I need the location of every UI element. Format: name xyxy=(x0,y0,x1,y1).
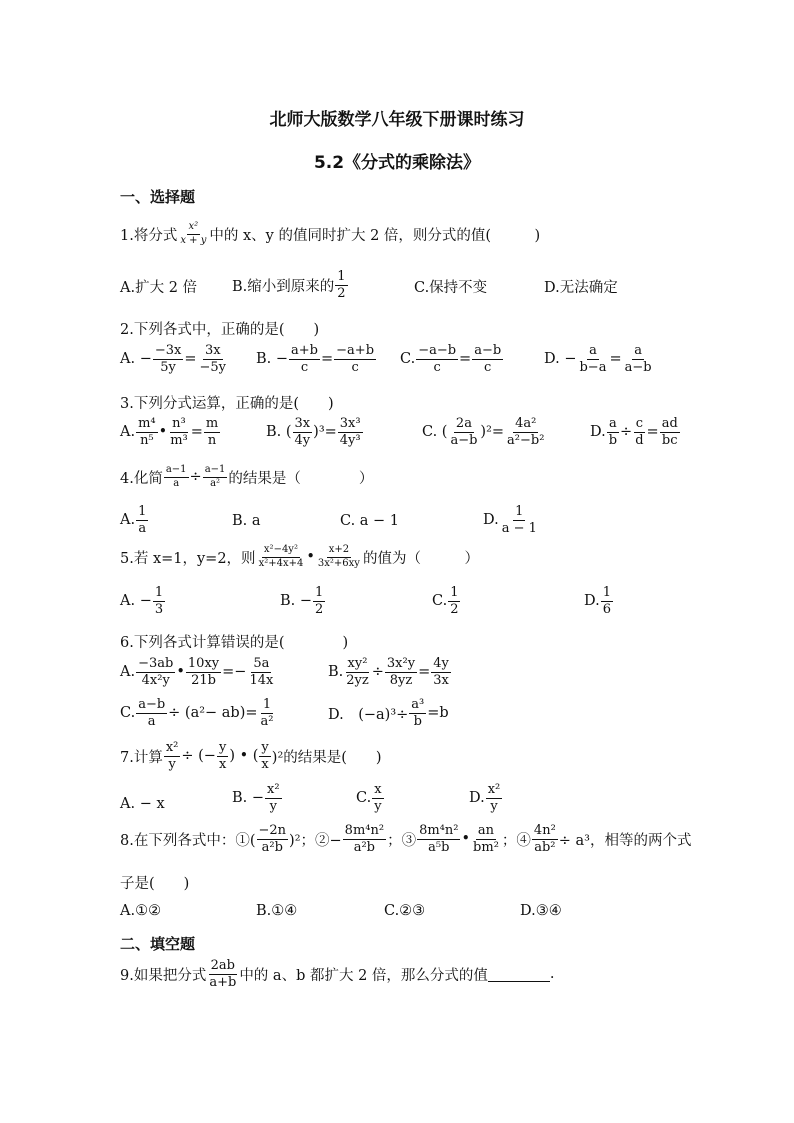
question-2: 2.下列各式中，正确的是( ) xyxy=(120,322,320,338)
question-8: 8.在下列各式中：①( −2n a²b )²；②− $\frac{\text{8m⁴n²}}{\text{a²b}}$ ；③ 8m⁴n² a⁵b • an bm² ；④ $\frac{\text{4n²}}{\text{ab²}}$ ÷ a³，相等的两个式 xyxy=(120,823,692,855)
section-heading-fill: 二、填空题 xyxy=(120,935,196,953)
q1-text: 中的 x、y 的值同时扩大 2 倍，则分式的值( ) xyxy=(209,227,541,244)
q1-prefix: 1.将分式 xyxy=(120,227,178,244)
q3-option-b[interactable]: B. ( 3x 4y )³= $\frac{\text{3x³}}{\text{4y³}}$ xyxy=(266,416,361,448)
q8-option-b[interactable]: B.①④ xyxy=(256,903,298,919)
page-title: 北师大版数学八年级下册课时练习 xyxy=(269,110,525,130)
question-8-line2: 子是( ) xyxy=(120,876,190,892)
q4-option-b[interactable]: B. a xyxy=(232,513,261,529)
answer-blank[interactable] xyxy=(488,967,550,982)
q3-option-a[interactable]: A. m⁴ n⁵ • $\frac{\text{n³}}{\text{m³}}$ = $\frac{m}{n}$ xyxy=(120,416,219,448)
q1-option-b[interactable]: B.缩小到原来的 1 2 xyxy=(232,269,346,301)
q6-option-c[interactable]: C. $\frac{a-b}{a}$ ÷ (a²− ab)= $\frac{1}{\text{a²}}$ xyxy=(120,697,274,729)
q5-option-d[interactable]: D. 1 6 xyxy=(584,585,611,617)
q8-option-a[interactable]: A.①② xyxy=(120,903,162,919)
q2-option-c[interactable]: C. $\frac{-a-b}{c}$ = $\frac{a-b}{c}$ xyxy=(400,343,502,375)
q2-option-b[interactable]: B. − $\frac{a+b}{c}$ = $\frac{-a+b}{c}$ xyxy=(256,343,375,375)
q5-option-a[interactable]: A. − $\frac{1}{3}$ xyxy=(120,585,164,617)
question-5: 5.若 x=1，y=2，则 x²−4y² x²+4x+4 • x+2 3x²+6xy 的值为（ ） xyxy=(120,544,479,569)
q7-option-d[interactable]: D. x² y xyxy=(469,782,501,814)
question-6: 6.下列各式计算错误的是( ) xyxy=(120,635,349,651)
question-3: 3.下列分式运算，正确的是( ) xyxy=(120,396,334,412)
q5-option-c[interactable]: C. 1 2 xyxy=(432,585,459,617)
question-9: 9.如果把分式 2ab a+b 中的 a、b 都扩大 2 倍，那么分式的值 . xyxy=(120,958,555,990)
q2-option-a[interactable]: A. − $\frac{-3x}{5y}$ = $\frac{3x}{-5y}$ xyxy=(120,343,227,375)
q1-option-a[interactable]: A.扩大 2 倍 xyxy=(120,280,198,296)
section-heading-choice: 一、选择题 xyxy=(120,188,196,206)
question-7: 7.计算 $\frac{\text{x²}}{y}$ ÷ (− $\frac{y}{x}$ ) • ( y x )²的结果是( ) xyxy=(120,740,382,772)
q3-option-d[interactable]: D. $\frac{a}{b}$ ÷ $\frac{c}{d}$ = $\frac{ad}{bc}$ xyxy=(590,416,678,448)
question-4: 4.化简 $\frac{a-1}{a}$ ÷ $\frac{a-1}{\text{a²}}$ 的结果是（ ） xyxy=(120,464,374,489)
page-subtitle: 5.2《分式的乘除法》 xyxy=(313,153,481,173)
q4-option-a[interactable]: A. 1 a xyxy=(120,504,147,536)
q1-fraction: x² x + y xyxy=(180,221,207,246)
q5-option-b[interactable]: B. − $\frac{1}{2}$ xyxy=(280,585,324,617)
q3-option-c[interactable]: C. ( 2a a−b )²= $\frac{\text{4a²}}{\text{a²−b²}}$ xyxy=(422,416,545,448)
q6-option-d[interactable]: D. (−a)³÷ $\frac{\text{a³}}{b}$ =b xyxy=(328,697,449,729)
q6-option-a[interactable]: A. −3ab 4x²y • $\frac{10xy}{21b}$ =− $\frac{5a}{14x}$ xyxy=(120,656,274,688)
q7-option-c[interactable]: C. x y xyxy=(356,782,382,814)
q7-option-a[interactable]: A. − x xyxy=(120,796,165,812)
q4-option-d[interactable]: D. 1 a − 1 xyxy=(483,504,537,536)
q8-option-d[interactable]: D.③④ xyxy=(520,903,562,919)
q6-option-b[interactable]: B. $\frac{\text{xy²}}{2yz}$ ÷ $\frac{\text{3x²y}}{8yz}$ = $\frac{4y}{3x}$ xyxy=(328,656,449,688)
question-1 xyxy=(120,222,540,246)
q4-option-c[interactable]: C. a − 1 xyxy=(340,513,400,529)
q7-option-b[interactable]: B. − $\frac{\text{x²}}{y}$ xyxy=(232,782,280,814)
q1-option-c[interactable]: C.保持不变 xyxy=(414,280,488,296)
q8-option-c[interactable]: C.②③ xyxy=(384,903,426,919)
q1-option-d[interactable]: D.无法确定 xyxy=(544,280,618,296)
q2-option-d[interactable]: D. − $\frac{a}{b-a}$ = $\frac{a}{a-b}$ xyxy=(544,343,652,375)
